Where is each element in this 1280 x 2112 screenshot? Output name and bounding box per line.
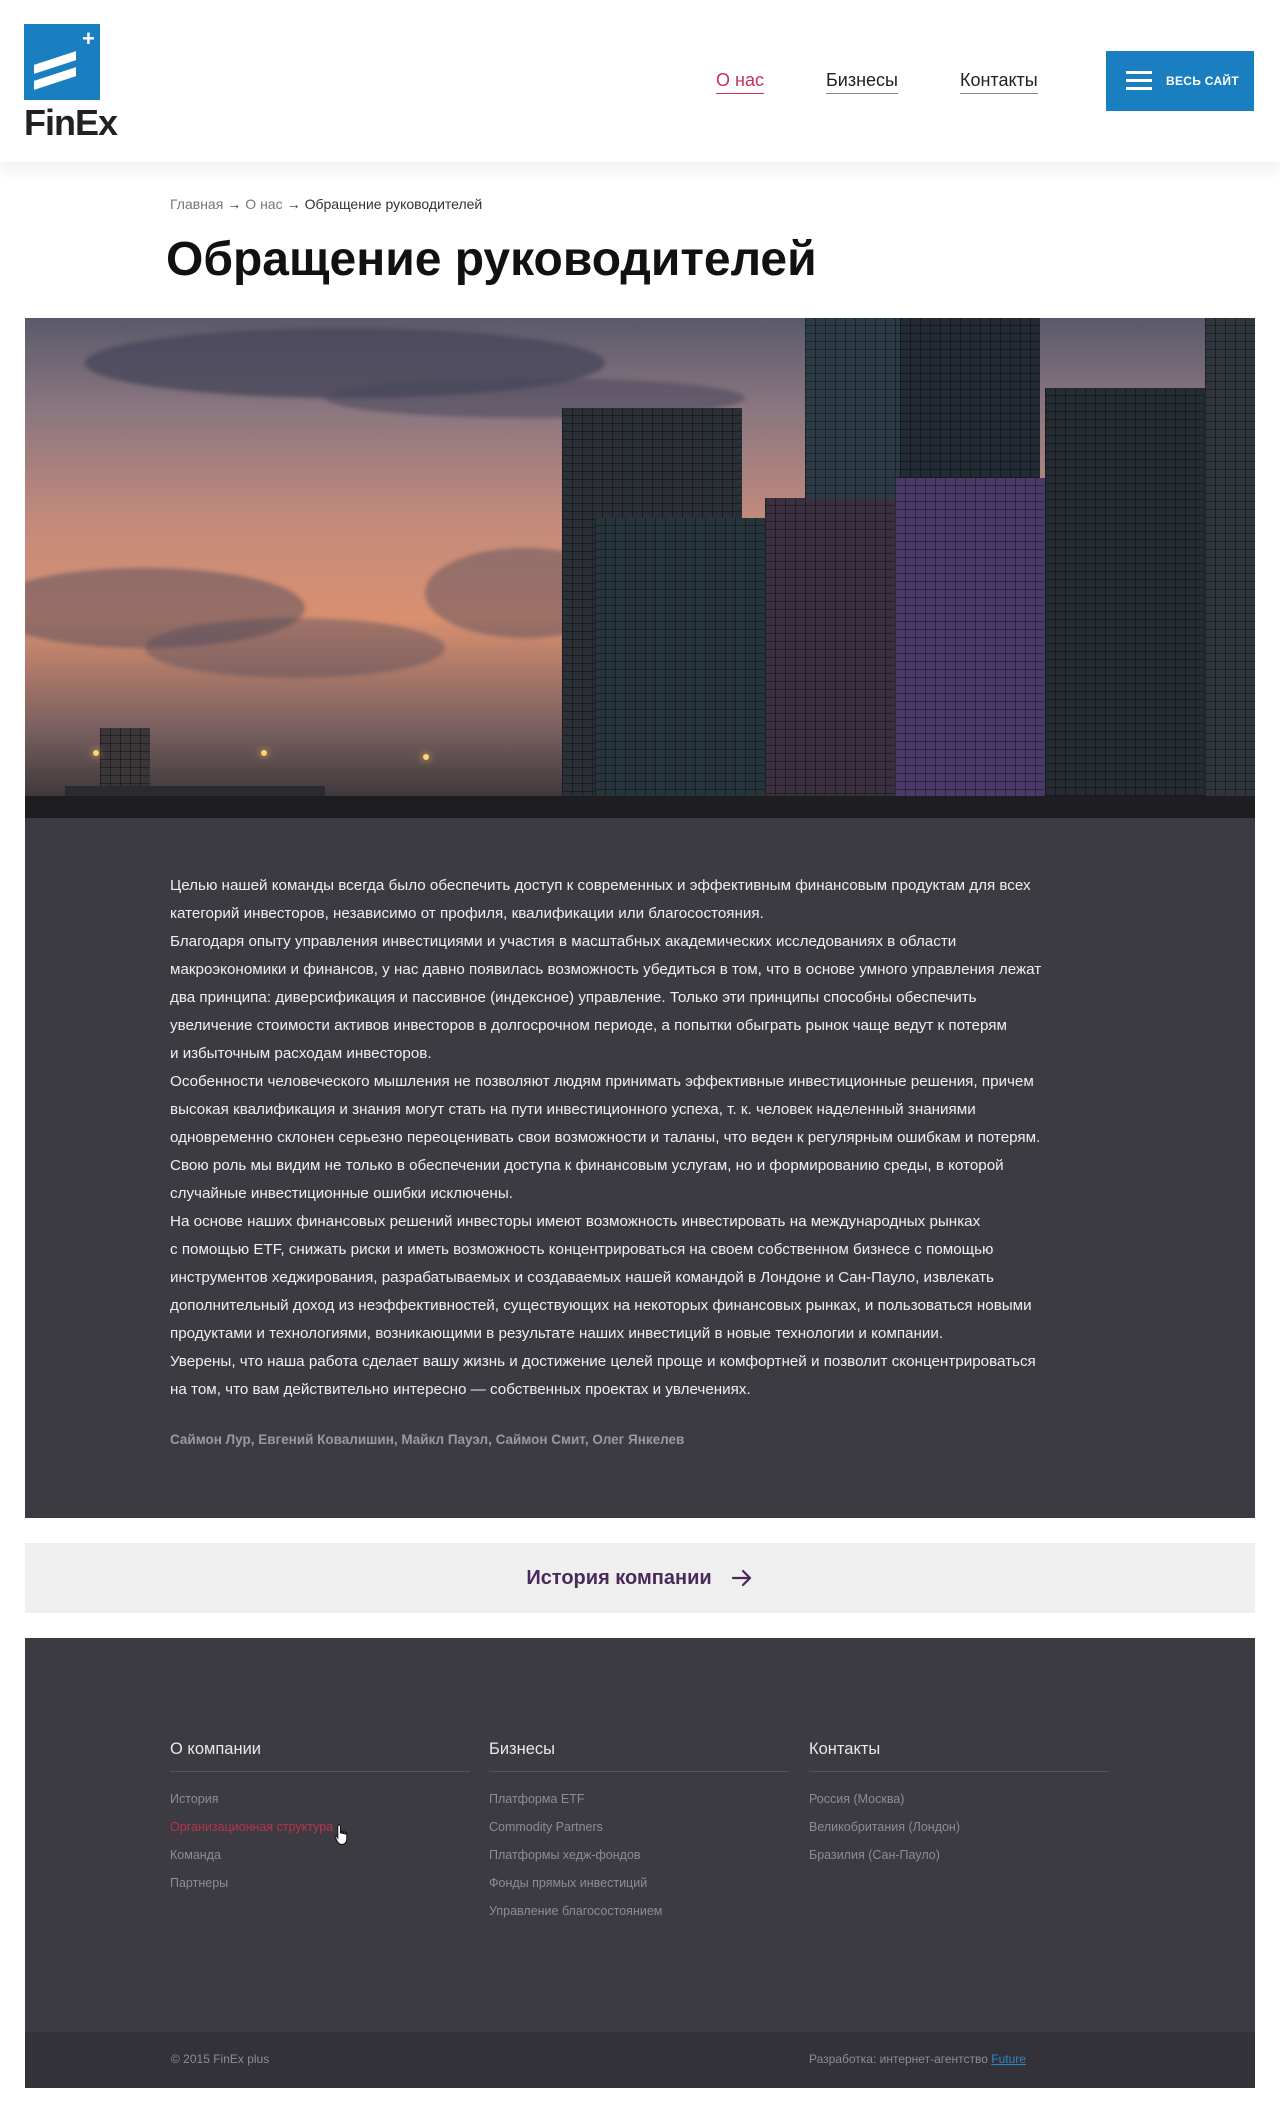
footer-link-uk[interactable]: Великобритания (Лондон) — [809, 1820, 961, 1834]
breadcrumb-separator: → — [286, 196, 301, 212]
text-line: с помощью ETF, снижать риски и иметь возможность концентрироваться на своем собственном бизнесе с помощью — [170, 1241, 994, 1258]
copyright: © 2015 FinEx plus — [171, 2052, 270, 2066]
footer-column-businesses — [489, 1740, 789, 1928]
text-line: Свою роль мы видим не только в обеспечении доступа к финансовым услугам, но и формированию среды, в которой — [170, 1157, 1004, 1174]
text-line: инструментов хеджирования, разрабатываемых и создаваемых нашей командой в Лондоне и Сан-Пауло, извлекать — [170, 1269, 994, 1286]
logo-plus-icon: + — [82, 26, 95, 51]
footer-link-org-structure[interactable]: Организационная структура — [170, 1820, 334, 1834]
history-link-label: История компании — [526, 1566, 712, 1589]
hero-image-city-skyline — [25, 318, 1255, 818]
nav-item-businesses[interactable]: Бизнесы — [826, 70, 898, 94]
developer-link[interactable]: Future — [991, 2052, 1026, 2066]
breadcrumb-current: Обращение руководителей — [304, 196, 483, 212]
footer-link-team[interactable]: Команда — [170, 1848, 221, 1862]
nav-item-contacts[interactable]: Контакты — [960, 70, 1038, 94]
signature: Саймон Лур, Евгений Ковалишин, Майкл Пауэл, Саймон Смит, Олег Янкелев — [170, 1432, 685, 1447]
page-title: Обращение руководителей — [166, 233, 817, 286]
breadcrumb-separator: → — [227, 196, 242, 212]
text-line: дополнительный доход из неэффективностей, существующих на некоторых финансовых рынках, и пользоваться новыми — [170, 1297, 1032, 1314]
logo-text: FinEx — [24, 102, 118, 143]
breadcrumb-home[interactable]: Главная — [170, 196, 224, 212]
menu-button-label: ВЕСЬ САЙТ — [1166, 74, 1239, 88]
text-line: одновременно склонен серьезно переоценивать свои возможности и таланы, что веден к регулярным ошибкам и потерям. — [170, 1129, 1041, 1146]
footer-link-brazil[interactable]: Бразилия (Сан-Пауло) — [809, 1848, 940, 1862]
text-line: на том, что вам действительно интересно — собственных проектах и увлечениях. — [170, 1381, 751, 1398]
text-line: На основе наших финансовых решений инвесторы имеют возможность инвестировать на международных рынках — [170, 1213, 981, 1230]
developer-prefix: Разработка: интернет-агентство — [809, 2052, 988, 2066]
footer-link-history[interactable]: История — [170, 1792, 219, 1806]
text-line: категорий инвесторов, независимо от профиля, квалификации или благосостояния. — [170, 905, 764, 922]
text-line: Благодаря опыту управления инвестициями и участия в масштабных академических исследованиях в области — [170, 933, 957, 950]
footer-link-partners[interactable]: Партнеры — [170, 1876, 229, 1890]
finex-logo[interactable] — [24, 24, 124, 143]
footer-link-hedge-fund-platforms[interactable]: Платформы хедж-фондов — [489, 1848, 641, 1862]
text-line: Особенности человеческого мышления не позволяют людям принимать эффективные инвестиционные решения, причем — [170, 1073, 1034, 1090]
leaders-address-section — [25, 818, 1255, 1518]
burger-menu-icon — [1126, 71, 1152, 91]
footer-column-title: Бизнесы — [489, 1740, 789, 1772]
footer-link-commodity-partners[interactable]: Commodity Partners — [489, 1820, 603, 1834]
breadcrumb — [170, 196, 482, 212]
developer-credit — [809, 2052, 1026, 2066]
text-line: Уверены, что наша работа сделает вашу жизнь и достижение целей проще и комфортней и позволит сконцентрироваться — [170, 1353, 1036, 1370]
text-line: увеличение стоимости активов инвесторов в долгосрочном периоде, а попытки обыграть рынок чаще ведут к потерям — [170, 1017, 1007, 1034]
footer-bottom-bar — [25, 2032, 1255, 2088]
footer-link-etf-platform[interactable]: Платформа ETF — [489, 1792, 585, 1806]
nav-item-about[interactable]: О нас — [716, 70, 764, 94]
address-text — [170, 872, 1130, 1404]
site-header — [0, 0, 1280, 162]
site-footer — [25, 1638, 1255, 2088]
main-nav — [716, 70, 1038, 94]
arrow-right-icon — [730, 1566, 754, 1590]
footer-column-contacts — [809, 1740, 1109, 1872]
text-line: макроэкономики и финансов, у нас давно появилась возможность убедиться в том, что в основе умного управления лежат — [170, 961, 1042, 978]
footer-link-wealth-management[interactable]: Управление благосостоянием — [489, 1904, 663, 1918]
footer-column-title: О компании — [170, 1740, 470, 1772]
text-line: и избыточным расходам инвесторов. — [170, 1045, 432, 1062]
text-line: Целью нашей команды всегда было обеспечить доступ к современных и эффективным финансовым продуктам для всех — [170, 877, 1031, 894]
full-site-menu-button[interactable] — [1106, 51, 1254, 111]
hand-cursor-icon — [334, 1824, 350, 1846]
footer-column-company — [170, 1740, 470, 1900]
footer-link-private-equity[interactable]: Фонды прямых инвестиций — [489, 1876, 648, 1890]
text-line: случайные инвестиционные ошибки исключены. — [170, 1185, 513, 1202]
text-line: продуктами и технологиями, возникающими в результате наших инвестиций в новые технологии и компании. — [170, 1325, 944, 1342]
breadcrumb-about[interactable]: О нас — [245, 196, 283, 212]
text-line: высокая квалификация и знания могут стать на пути инвестиционного успеха, т. к. человек наделенный знаниями — [170, 1101, 976, 1118]
footer-column-title: Контакты — [809, 1740, 1109, 1772]
company-history-link[interactable] — [25, 1543, 1255, 1613]
footer-link-russia[interactable]: Россия (Москва) — [809, 1792, 905, 1806]
text-line: два принципа: диверсификация и пассивное (индексное) управление. Только эти принципы способны обеспечить — [170, 989, 977, 1006]
